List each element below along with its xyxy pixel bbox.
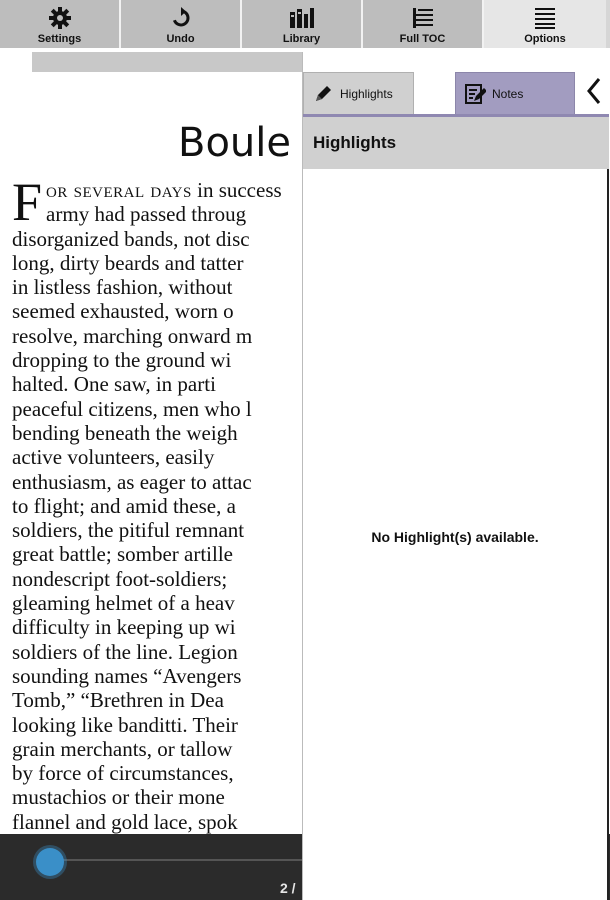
text-line: disorganized bands, not disc [12, 226, 250, 251]
library-label: Library [282, 33, 321, 45]
text-line: resolve, marching onward m [12, 323, 253, 348]
text-line: dropping to the ground wi [12, 348, 232, 373]
text-line: enthusiasm, as eager to attac [12, 469, 252, 494]
pencil-icon [312, 83, 334, 105]
settings-button[interactable] [0, 0, 121, 48]
text-line: soldiers, the pitiful remnant [12, 518, 245, 543]
progress-track[interactable] [48, 859, 303, 861]
text-line: army had passed throug [46, 202, 247, 227]
text-line: active volunteers, easily [12, 445, 215, 470]
close-panel-button[interactable] [581, 76, 607, 110]
library-button[interactable] [242, 0, 363, 48]
text-line: bending beneath the weigh [12, 420, 238, 445]
text-line-part: in success [191, 178, 282, 202]
chapter-title: Boule [178, 120, 291, 166]
undo-icon [168, 5, 194, 31]
tab-highlights-label: Highlights [340, 86, 393, 101]
progress-slider-handle[interactable] [36, 848, 64, 876]
toc-icon [410, 5, 436, 31]
page-indicator: 2 / [280, 880, 296, 896]
text-line: in listless fashion, without [12, 275, 233, 300]
panel-tabs [303, 52, 609, 116]
text-line: looking like banditti. Their [12, 712, 238, 737]
gear-icon [47, 5, 73, 31]
text-line: grain merchants, or tallow [12, 736, 233, 761]
options-button[interactable] [484, 0, 606, 48]
annotations-panel [302, 52, 609, 900]
chevron-left-icon [586, 77, 602, 110]
tab-notes[interactable] [455, 72, 575, 114]
text-line: seemed exhausted, worn o [12, 299, 234, 324]
text-line: to flight; and amid these, a [12, 493, 236, 518]
highlights-list [303, 169, 609, 900]
text-line: peaceful citizens, men who l [12, 396, 252, 421]
undo-label: Undo [166, 33, 195, 45]
smallcaps-opening: or several days [46, 178, 192, 202]
empty-state-message: No Highlight(s) available. [371, 529, 539, 545]
full-toc-button[interactable] [363, 0, 484, 48]
text-line: by force of circumstances, [12, 761, 234, 786]
drop-cap: F [12, 172, 43, 232]
menu-icon [532, 5, 558, 31]
text-line: difficulty in keeping up wi [12, 615, 236, 640]
tab-notes-label: Notes [492, 86, 524, 101]
text-line: mustachios or their mone [12, 785, 225, 810]
text-line: soldiers of the line. Legion [12, 639, 238, 664]
text-line: flannel and gold lace, spok [12, 809, 238, 834]
panel-title: Highlights [303, 117, 609, 169]
full-toc-label: Full TOC [399, 33, 446, 45]
text-line: gleaming helmet of a heav [12, 591, 235, 616]
text-line: sounding names “Avengers [12, 663, 242, 688]
settings-label: Settings [37, 33, 82, 45]
text-line: long, dirty beards and tatter [12, 250, 244, 275]
undo-button[interactable] [121, 0, 242, 48]
text-line: Tomb,” “Brethren in Dea [12, 688, 224, 713]
page-header-strip [32, 52, 322, 72]
text-line: great battle; somber artille [12, 542, 233, 567]
library-icon [289, 5, 315, 31]
options-label: Options [524, 33, 566, 45]
text-line: nondescript foot-soldiers; [12, 566, 228, 591]
top-toolbar [0, 0, 610, 48]
text-line: halted. One saw, in parti [12, 372, 216, 397]
tab-highlights[interactable] [303, 72, 414, 114]
notes-icon [464, 83, 486, 105]
